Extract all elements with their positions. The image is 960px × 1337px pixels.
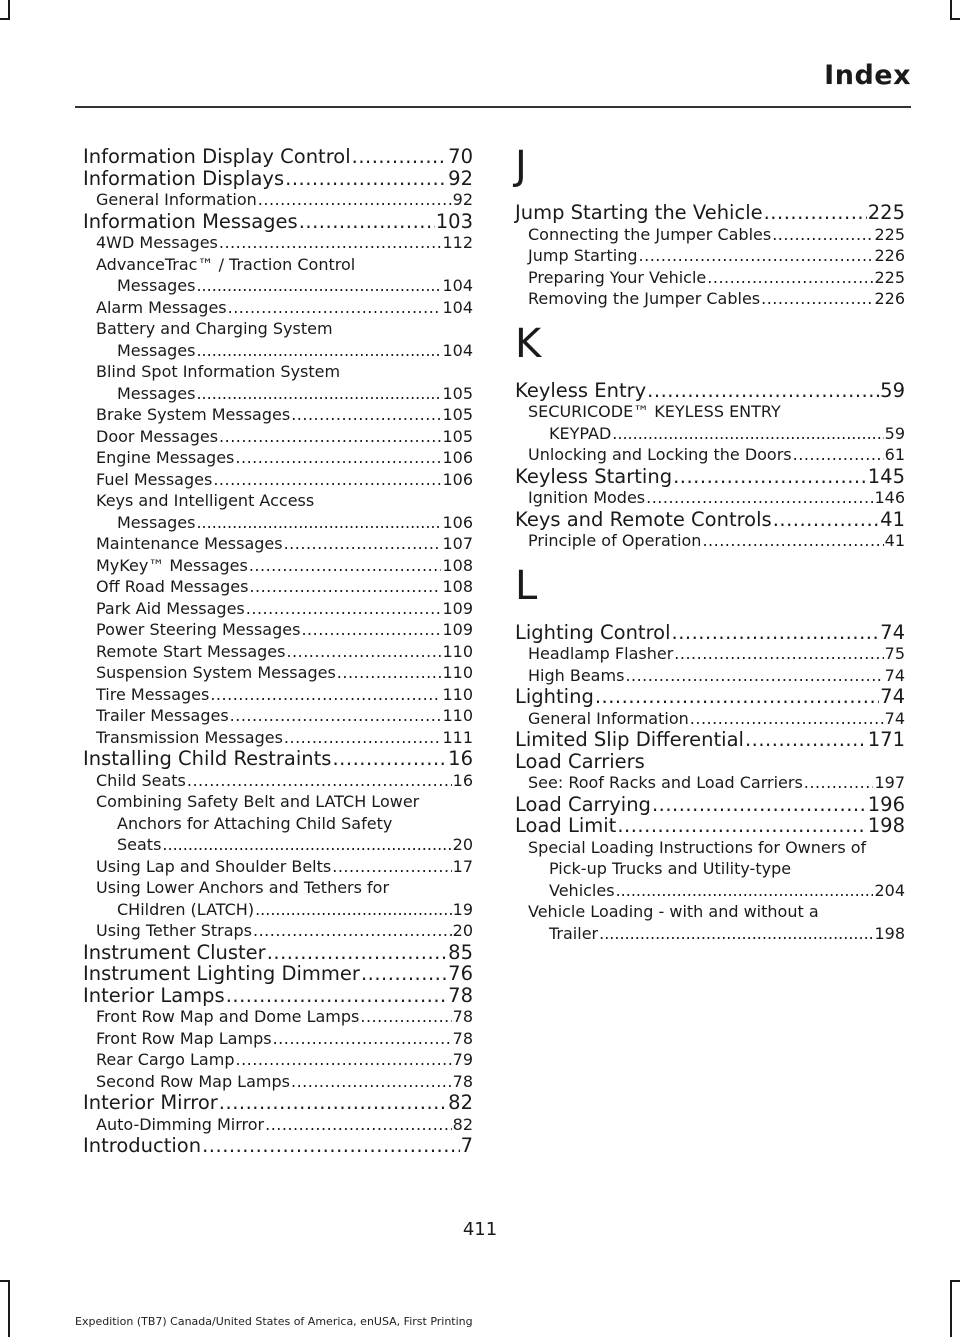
index-subentry-label: Child Seats <box>96 770 186 790</box>
index-subentry-label: Headlamp Flasher <box>528 644 674 663</box>
index-entry[interactable] <box>515 794 905 816</box>
index-subentry-label: See: Roof Racks and Load Carriers <box>528 773 803 792</box>
index-letter-heading: L <box>515 562 538 609</box>
leader-dots <box>337 662 442 684</box>
footer-text: Expedition (TB7) Canada/United States of America, enUSA, First Printing <box>75 1315 473 1328</box>
index-subentry-label: Unlocking and Locking the Doors <box>528 445 792 464</box>
index-subentry[interactable] <box>83 1071 473 1093</box>
index-subentry[interactable] <box>83 598 473 620</box>
index-subentry-last-line <box>96 340 473 362</box>
leader-dots <box>639 245 874 267</box>
leader-dots <box>361 963 447 985</box>
index-subentry[interactable] <box>83 232 473 254</box>
page-reference[interactable]: 41 <box>884 531 905 550</box>
page-reference[interactable]: 112 <box>442 233 473 252</box>
index-entry[interactable] <box>515 202 905 224</box>
page-reference[interactable]: 17 <box>452 856 473 876</box>
index-entry[interactable] <box>515 729 905 751</box>
leader-dots <box>284 727 442 749</box>
index-subentry-label: Engine Messages <box>96 448 235 467</box>
index-subentry[interactable] <box>83 770 473 792</box>
page-reference[interactable]: 78 <box>452 1028 473 1048</box>
leader-dots <box>228 297 442 319</box>
leader-dots <box>772 224 873 246</box>
leader-dots <box>291 1071 452 1093</box>
index-entry-label: Instrument Cluster <box>83 940 266 964</box>
index-subentry-label: Remote Start Messages <box>96 641 286 661</box>
leader-dots <box>258 189 452 211</box>
index-subentry[interactable] <box>83 619 473 641</box>
leader-dots <box>647 380 879 402</box>
index-subentry[interactable] <box>83 684 473 706</box>
index-subentry-label: Front Row Map Lamps <box>96 1028 272 1048</box>
index-entry-label: Jump Starting the Vehicle <box>515 201 763 224</box>
index-subentry-label: High Beams <box>528 665 625 685</box>
index-subentry[interactable] <box>83 361 473 404</box>
index-subentry-label: AdvanceTrac™ / Traction Control <box>96 254 356 274</box>
index-column-right <box>515 143 905 944</box>
index-subentry-label: SECURICODE™ KEYLESS ENTRY <box>528 402 781 421</box>
index-subentry[interactable] <box>515 401 905 444</box>
index-subentry-label: Vehicles <box>549 880 615 900</box>
leader-dots <box>291 404 441 426</box>
index-subentry-label: Preparing Your Vehicle <box>528 267 707 287</box>
leader-dots <box>196 383 441 405</box>
leader-dots <box>219 1092 447 1114</box>
index-subentry-label: Using Lap and Shoulder Belts <box>96 856 332 876</box>
leader-dots <box>625 665 883 687</box>
index-subentry-label: Fuel Messages <box>96 469 213 489</box>
index-subentry-last-line <box>528 923 905 945</box>
leader-dots <box>219 426 441 448</box>
leader-dots <box>674 643 883 665</box>
index-entry[interactable] <box>83 748 473 770</box>
index-subentry-label: Special Loading Instructions for Owners of <box>528 837 867 857</box>
leader-dots <box>352 146 448 168</box>
leader-dots <box>235 447 441 469</box>
index-letter-heading: J <box>515 143 527 189</box>
leader-dots <box>332 748 447 770</box>
index-entry[interactable] <box>515 622 905 644</box>
index-entry-label: Information Displays <box>83 166 285 190</box>
index-entry[interactable] <box>83 942 473 964</box>
index-entry-label: Interior Mirror <box>83 1091 218 1114</box>
index-entry-label: Information Messages <box>83 209 298 233</box>
page-reference[interactable]: 20 <box>452 835 473 854</box>
page-reference[interactable]: 226 <box>874 246 905 265</box>
index-subentry-label: Suspension System Messages <box>96 663 336 682</box>
index-subentry[interactable] <box>83 189 473 211</box>
crop-mark-bottom-left-v <box>8 1282 10 1337</box>
index-subentry[interactable] <box>515 444 905 466</box>
page-reference[interactable]: 196 <box>867 792 905 816</box>
page-reference[interactable]: 104 <box>442 276 473 295</box>
index-entry-label: Lighting Control <box>515 620 671 644</box>
index-subentry[interactable] <box>515 530 905 552</box>
index-subentry-last-line <box>96 383 473 405</box>
index-subentry[interactable] <box>515 487 905 509</box>
index-subentry-label: Park Aid Messages <box>96 598 245 618</box>
index-subentry-label: Messages <box>117 383 196 403</box>
page-reference[interactable]: 106 <box>442 512 473 532</box>
page-reference[interactable]: 104 <box>442 297 473 317</box>
index-subentry[interactable] <box>83 533 473 555</box>
index-entry[interactable] <box>515 509 905 531</box>
leader-dots <box>793 444 884 466</box>
index-subentry-label: Anchors for Attaching Child Safety <box>117 813 393 833</box>
index-subentry-label: Rear Cargo Lamp <box>96 1050 235 1069</box>
index-subentry-label: Trailer <box>549 923 599 943</box>
page-reference[interactable]: 103 <box>435 209 473 233</box>
index-entry[interactable] <box>515 815 905 837</box>
index-subentry-last-line <box>528 880 905 902</box>
page-reference[interactable]: 225 <box>874 267 905 287</box>
index-entry-label: Load Carrying <box>515 792 651 816</box>
leader-dots <box>162 834 451 856</box>
index-entry[interactable] <box>83 985 473 1007</box>
index-subentry[interactable] <box>83 318 473 361</box>
index-subentry-label: 4WD Messages <box>96 233 218 252</box>
page-reference[interactable]: 105 <box>442 426 473 446</box>
leader-dots <box>187 770 452 792</box>
leader-dots <box>196 512 441 534</box>
page-reference[interactable]: 70 <box>448 145 473 168</box>
index-entry-label: Limited Slip Differential <box>515 728 744 751</box>
page-reference[interactable]: 106 <box>442 469 473 489</box>
leader-dots <box>672 622 880 644</box>
index-subentry-label: General Information <box>96 190 257 209</box>
page-reference[interactable]: 75 <box>884 644 905 663</box>
leader-dots <box>273 1028 452 1050</box>
page-reference[interactable]: 82 <box>452 1114 473 1134</box>
leader-dots <box>761 288 873 310</box>
index-subentry-label: Seats <box>117 835 162 854</box>
leader-dots <box>285 168 447 190</box>
index-subentry[interactable] <box>83 641 473 663</box>
page-reference[interactable]: 198 <box>874 923 905 943</box>
leader-dots <box>804 772 874 794</box>
index-entry-label: Keyless Entry <box>515 378 647 402</box>
leader-dots <box>332 856 451 878</box>
index-subentry[interactable] <box>83 404 473 426</box>
crop-mark-bottom-right-v <box>950 1282 952 1337</box>
index-subentry-label: Blind Spot Information System <box>96 362 341 381</box>
header-rule <box>75 106 911 108</box>
page-reference[interactable]: 104 <box>442 340 473 360</box>
index-subentry-last-line <box>96 275 473 297</box>
page-reference[interactable]: 76 <box>448 962 473 985</box>
page-reference[interactable]: 74 <box>884 708 905 728</box>
page-reference[interactable]: 16 <box>452 770 473 790</box>
crop-mark-top-right-h <box>950 18 960 20</box>
index-subentry-label: Jump Starting <box>528 246 638 265</box>
leader-dots <box>599 923 873 945</box>
index-subentry-label: Alarm Messages <box>96 297 227 317</box>
index-entry[interactable] <box>83 211 473 233</box>
page-reference[interactable]: 105 <box>442 383 473 403</box>
leader-dots <box>646 487 873 509</box>
index-subentry-label: Connecting the Jumper Cables <box>528 224 772 244</box>
index-subentry-label: Ignition Modes <box>528 488 646 507</box>
leader-dots <box>652 794 867 816</box>
index-subentry-label: Combining Safety Belt and LATCH Lower <box>96 792 420 811</box>
page-title: Index <box>824 60 911 91</box>
page-reference[interactable]: 197 <box>874 773 905 792</box>
index-subentry-label: Removing the Jumper Cables <box>528 289 761 308</box>
index-subentry-label: Principle of Operation <box>528 531 702 550</box>
leader-dots <box>595 686 879 708</box>
page-reference[interactable]: 41 <box>880 507 905 531</box>
index-subentry[interactable] <box>515 288 905 310</box>
page-reference[interactable]: 105 <box>442 405 473 424</box>
index-subentry-label: Messages <box>117 340 196 360</box>
index-entry-label: Interior Lamps <box>83 983 225 1007</box>
index-subentry[interactable] <box>515 708 905 730</box>
index-subentry[interactable] <box>515 665 905 687</box>
index-subentry-last-line <box>528 423 905 445</box>
index-entry-label: Lighting <box>515 685 594 708</box>
crop-mark-bottom-left-h <box>0 1280 10 1282</box>
index-entry[interactable] <box>83 168 473 190</box>
leader-dots <box>255 899 452 921</box>
index-subentry-label: CHildren (LATCH) <box>117 899 255 919</box>
index-subentry-label: Trailer Messages <box>96 706 229 725</box>
index-subentry-label: Maintenance Messages <box>96 534 283 553</box>
leader-dots <box>616 880 874 902</box>
index-subentry-label: Using Tether Straps <box>96 921 252 940</box>
index-subentry-label: Front Row Map and Dome Lamps <box>96 1007 360 1026</box>
index-subentry-label: Power Steering Messages <box>96 620 301 639</box>
page-reference[interactable]: 92 <box>452 190 473 209</box>
index-subentry[interactable] <box>515 837 905 902</box>
page-number: 411 <box>462 1219 498 1240</box>
page-reference[interactable]: 204 <box>874 880 905 900</box>
leader-dots <box>690 708 884 730</box>
index-subentry[interactable] <box>515 245 905 267</box>
leader-dots <box>253 920 452 942</box>
leader-dots <box>196 275 441 297</box>
index-subentry-label: Messages <box>117 276 196 295</box>
index-entry[interactable] <box>515 466 905 488</box>
index-entry[interactable] <box>515 686 905 708</box>
crop-mark-top-left-v <box>8 0 10 20</box>
page-reference[interactable]: 82 <box>448 1091 473 1114</box>
page-reference[interactable]: 92 <box>448 166 473 190</box>
page-reference[interactable]: 108 <box>442 555 473 575</box>
index-subentry[interactable] <box>83 662 473 684</box>
page-reference[interactable]: 109 <box>442 598 473 618</box>
index-subentry[interactable] <box>83 705 473 727</box>
index-entry[interactable] <box>83 146 473 168</box>
index-subentry[interactable] <box>83 1049 473 1071</box>
index-subentry[interactable] <box>83 920 473 942</box>
page-reference[interactable]: 171 <box>867 728 905 751</box>
index-subentry[interactable] <box>83 254 473 297</box>
page-reference[interactable]: 198 <box>867 814 905 837</box>
leader-dots <box>617 815 866 837</box>
index-subentry-label: General Information <box>528 708 689 728</box>
leader-dots <box>707 267 873 289</box>
index-subentry[interactable] <box>83 297 473 319</box>
index-entry-label: Keys and Remote Controls <box>515 507 772 531</box>
leader-dots <box>196 340 441 362</box>
index-subentry[interactable] <box>515 772 905 794</box>
index-subentry-label: Brake System Messages <box>96 405 291 424</box>
index-subentry[interactable] <box>515 901 905 944</box>
index-subentry-last-line <box>96 834 473 856</box>
page-reference[interactable]: 110 <box>442 663 473 682</box>
index-entry[interactable] <box>83 1135 473 1157</box>
index-subentry[interactable] <box>83 1028 473 1050</box>
page-reference[interactable]: 78 <box>452 1007 473 1026</box>
page-reference[interactable]: 85 <box>448 940 473 964</box>
index-subentry-label: Using Lower Anchors and Tethers for <box>96 878 390 897</box>
leader-dots <box>702 530 883 552</box>
crop-mark-top-right-v <box>950 0 952 20</box>
index-entry-label: Information Display Control <box>83 145 351 168</box>
index-subentry-label: Vehicle Loading - with and without a <box>528 902 819 921</box>
page-reference[interactable]: 225 <box>867 201 905 224</box>
index-subentry[interactable] <box>83 1114 473 1136</box>
index-subentry-label: Messages <box>117 512 196 532</box>
page-reference[interactable]: 110 <box>442 706 473 725</box>
leader-dots <box>267 942 447 964</box>
index-subentry[interactable] <box>83 490 473 533</box>
page-reference[interactable]: 110 <box>442 684 473 704</box>
leader-dots <box>360 1006 451 1028</box>
index-subentry-label: KEYPAD <box>549 423 612 443</box>
index-entry-label: Installing Child Restraints <box>83 747 332 770</box>
page-reference[interactable]: 19 <box>452 899 473 919</box>
leader-dots <box>265 1114 452 1136</box>
index-subentry-label: Off Road Messages <box>96 577 249 596</box>
index-subentry-last-line <box>96 899 473 921</box>
page-reference[interactable]: 226 <box>874 289 905 308</box>
page-reference[interactable]: 7 <box>460 1134 473 1157</box>
page-reference[interactable]: 74 <box>880 620 905 644</box>
page-reference[interactable]: 110 <box>442 641 473 661</box>
leader-dots <box>226 985 447 1007</box>
leader-dots <box>235 1049 451 1071</box>
page-reference[interactable]: 109 <box>442 620 473 639</box>
index-subentry-label: Auto-Dimming Mirror <box>96 1114 265 1134</box>
index-subentry[interactable] <box>83 727 473 749</box>
index-subentry[interactable] <box>83 555 473 577</box>
page-reference[interactable]: 20 <box>452 921 473 940</box>
index-subentry-label: Second Row Map Lamps <box>96 1071 290 1091</box>
index-subentry[interactable] <box>83 426 473 448</box>
index-subentry[interactable] <box>83 447 473 469</box>
index-entry[interactable] <box>83 1092 473 1114</box>
page-reference[interactable]: 74 <box>884 665 905 685</box>
index-subentry[interactable] <box>515 267 905 289</box>
leader-dots <box>246 598 442 620</box>
leader-dots <box>213 469 441 491</box>
page-reference[interactable]: 16 <box>448 747 473 770</box>
index-entry[interactable] <box>515 380 905 402</box>
index-subentry[interactable] <box>83 469 473 491</box>
index-subentry-last-line <box>96 512 473 534</box>
page-reference[interactable]: 145 <box>867 464 905 488</box>
page-reference[interactable]: 59 <box>880 378 905 402</box>
leader-dots <box>301 619 441 641</box>
index-entry[interactable] <box>83 963 473 985</box>
page-reference[interactable]: 79 <box>452 1050 473 1069</box>
leader-dots <box>764 202 867 224</box>
leader-dots <box>673 466 867 488</box>
index-entry-label: Introduction <box>83 1134 202 1157</box>
page-reference[interactable]: 146 <box>874 488 905 507</box>
page-reference[interactable]: 225 <box>874 224 905 244</box>
index-entry-label: Instrument Lighting Dimmer <box>83 962 360 985</box>
index-entry-label: Load Limit <box>515 814 617 837</box>
leader-dots <box>249 555 442 577</box>
index-subentry-label: MyKey™ Messages <box>96 555 248 575</box>
leader-dots <box>299 211 435 233</box>
crop-mark-bottom-right-h <box>950 1280 960 1282</box>
leader-dots <box>612 423 883 445</box>
page-reference[interactable]: 59 <box>884 423 905 443</box>
page-reference[interactable]: 106 <box>442 448 473 467</box>
index-subentry[interactable] <box>83 576 473 598</box>
leader-dots <box>286 641 441 663</box>
index-subentry-label: Battery and Charging System <box>96 319 333 338</box>
index-subentry[interactable] <box>83 1006 473 1028</box>
page-reference[interactable]: 78 <box>452 1071 473 1091</box>
page-reference[interactable]: 111 <box>442 727 473 747</box>
page-reference[interactable]: 107 <box>442 534 473 553</box>
leader-dots <box>202 1135 459 1157</box>
page-reference[interactable]: 61 <box>884 445 905 464</box>
page-reference[interactable]: 74 <box>880 685 905 708</box>
index-subentry[interactable] <box>83 856 473 878</box>
index-subentry-label: Keys and Intelligent Access <box>96 491 315 510</box>
leader-dots <box>284 533 442 555</box>
index-subentry-label: Tire Messages <box>96 684 210 704</box>
leader-dots <box>219 232 442 254</box>
leader-dots <box>249 576 441 598</box>
index-subentry[interactable] <box>515 643 905 665</box>
crop-mark-top-left-h <box>0 18 10 20</box>
index-entry-heading: Load Carriers <box>515 749 645 773</box>
index-subentry-label: Door Messages <box>96 426 219 446</box>
leader-dots <box>745 729 867 751</box>
index-column-left <box>83 146 473 1157</box>
leader-dots <box>773 509 879 531</box>
leader-dots <box>230 705 442 727</box>
page-reference[interactable]: 108 <box>442 577 473 596</box>
index-subentry-label: Pick-up Trucks and Utility-type <box>549 859 792 878</box>
index-subentry-label: Transmission Messages <box>96 727 283 747</box>
index-subentry[interactable] <box>515 224 905 246</box>
index-letter-heading: K <box>515 320 542 367</box>
page-reference[interactable]: 78 <box>448 983 473 1007</box>
index-subentry[interactable] <box>83 791 473 856</box>
leader-dots <box>210 684 441 706</box>
index-subentry[interactable] <box>83 877 473 920</box>
index-entry-label: Keyless Starting <box>515 464 673 488</box>
